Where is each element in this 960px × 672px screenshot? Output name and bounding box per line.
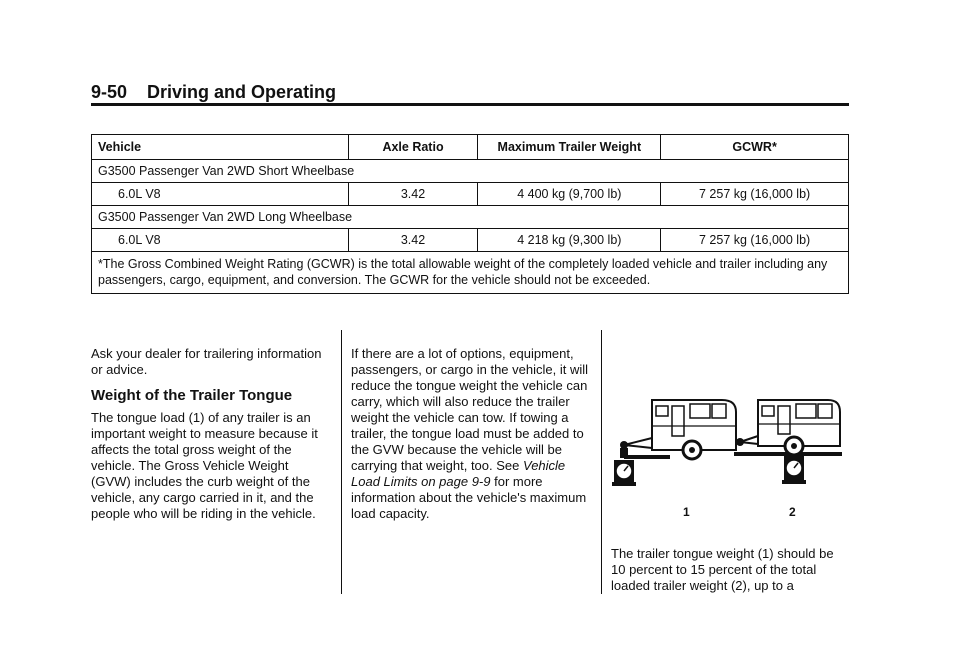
page-number: 9-50 <box>91 82 128 102</box>
axle-ratio-cell: 3.42 <box>348 229 478 252</box>
column-header: GCWR* <box>661 135 849 160</box>
cross-reference-link[interactable]: Vehicle Load Limits on page 9-9 <box>351 458 566 489</box>
gcwr-cell: 7 257 kg (16,000 lb) <box>661 183 849 206</box>
axle-ratio-cell: 3.42 <box>348 183 478 206</box>
column-divider <box>341 330 342 594</box>
tongue-load-paragraph: The tongue load (1) of any trailer is an important weight to measure because it affects the total gross weight of the vehicle. The Gross Vehicle Weight (GVW) includes the curb weight of the vehicle, any cargo carried in it, and the people who will be riding in the vehicle. <box>91 410 318 521</box>
gcwr-cell: 7 257 kg (16,000 lb) <box>661 229 849 252</box>
max-trailer-weight-cell: 4 400 kg (9,700 lb) <box>478 183 661 206</box>
page-header <box>91 82 336 103</box>
left-column <box>91 346 327 522</box>
trailer-1-drawing <box>612 400 736 486</box>
column-divider <box>601 330 602 594</box>
vehicle-model: G3500 Passenger Van 2WD Short Wheelbase <box>92 160 849 183</box>
body-text: for more information about the vehicle's maximum load capacity. <box>351 474 587 521</box>
table-footnote: *The Gross Combined Weight Rating (GCWR) is the total allowable weight of the completely loaded vehicle and trailer including any passengers, cargo, equipment, and conversion. The GCWR for the vehicle should not be exceeded. <box>92 252 849 294</box>
table-footnote-row <box>92 252 849 294</box>
section-title: Driving and Operating <box>147 82 337 102</box>
right-column <box>611 546 851 594</box>
table-group-row <box>92 160 849 183</box>
column-header: Axle Ratio <box>348 135 478 160</box>
trailer-weight-table <box>91 134 849 294</box>
vehicle-model: G3500 Passenger Van 2WD Long Wheelbase <box>92 206 849 229</box>
column-header: Vehicle <box>92 135 349 160</box>
table-row <box>92 229 849 252</box>
engine-cell: 6.0L V8 <box>92 183 349 206</box>
max-trailer-weight-cell: 4 218 kg (9,300 lb) <box>478 229 661 252</box>
intro-paragraph: Ask your dealer for trailering information or advice. <box>91 346 322 377</box>
middle-column <box>351 346 591 522</box>
table-header-row <box>92 135 849 160</box>
trailer-2-drawing <box>734 400 842 484</box>
header-rule <box>91 103 849 106</box>
table-group-row <box>92 206 849 229</box>
engine-cell: 6.0L V8 <box>92 229 349 252</box>
body-text: If there are a lot of options, equipment, passengers, or cargo in the vehicle, it will reduce the tongue weight the vehicle can carry, which will also reduce the trailer weight the vehicle can tow. If towing a trailer, the tongue load must be added to the GVW because the vehicle will be carrying that weight, too. See <box>351 346 589 473</box>
tongue-weight-paragraph: The trailer tongue weight (1) should be 10 percent to 15 percent of the total loaded trailer weight (2), up to a <box>611 546 834 593</box>
column-header: Maximum Trailer Weight <box>478 135 661 160</box>
trailer-tongue-illustration <box>612 392 842 522</box>
table-row <box>92 183 849 206</box>
section-heading: Weight of the Trailer Tongue <box>91 387 293 404</box>
options-paragraph <box>351 346 591 522</box>
figure-label-1: 1 <box>683 505 690 519</box>
figure-label-2: 2 <box>789 505 796 519</box>
